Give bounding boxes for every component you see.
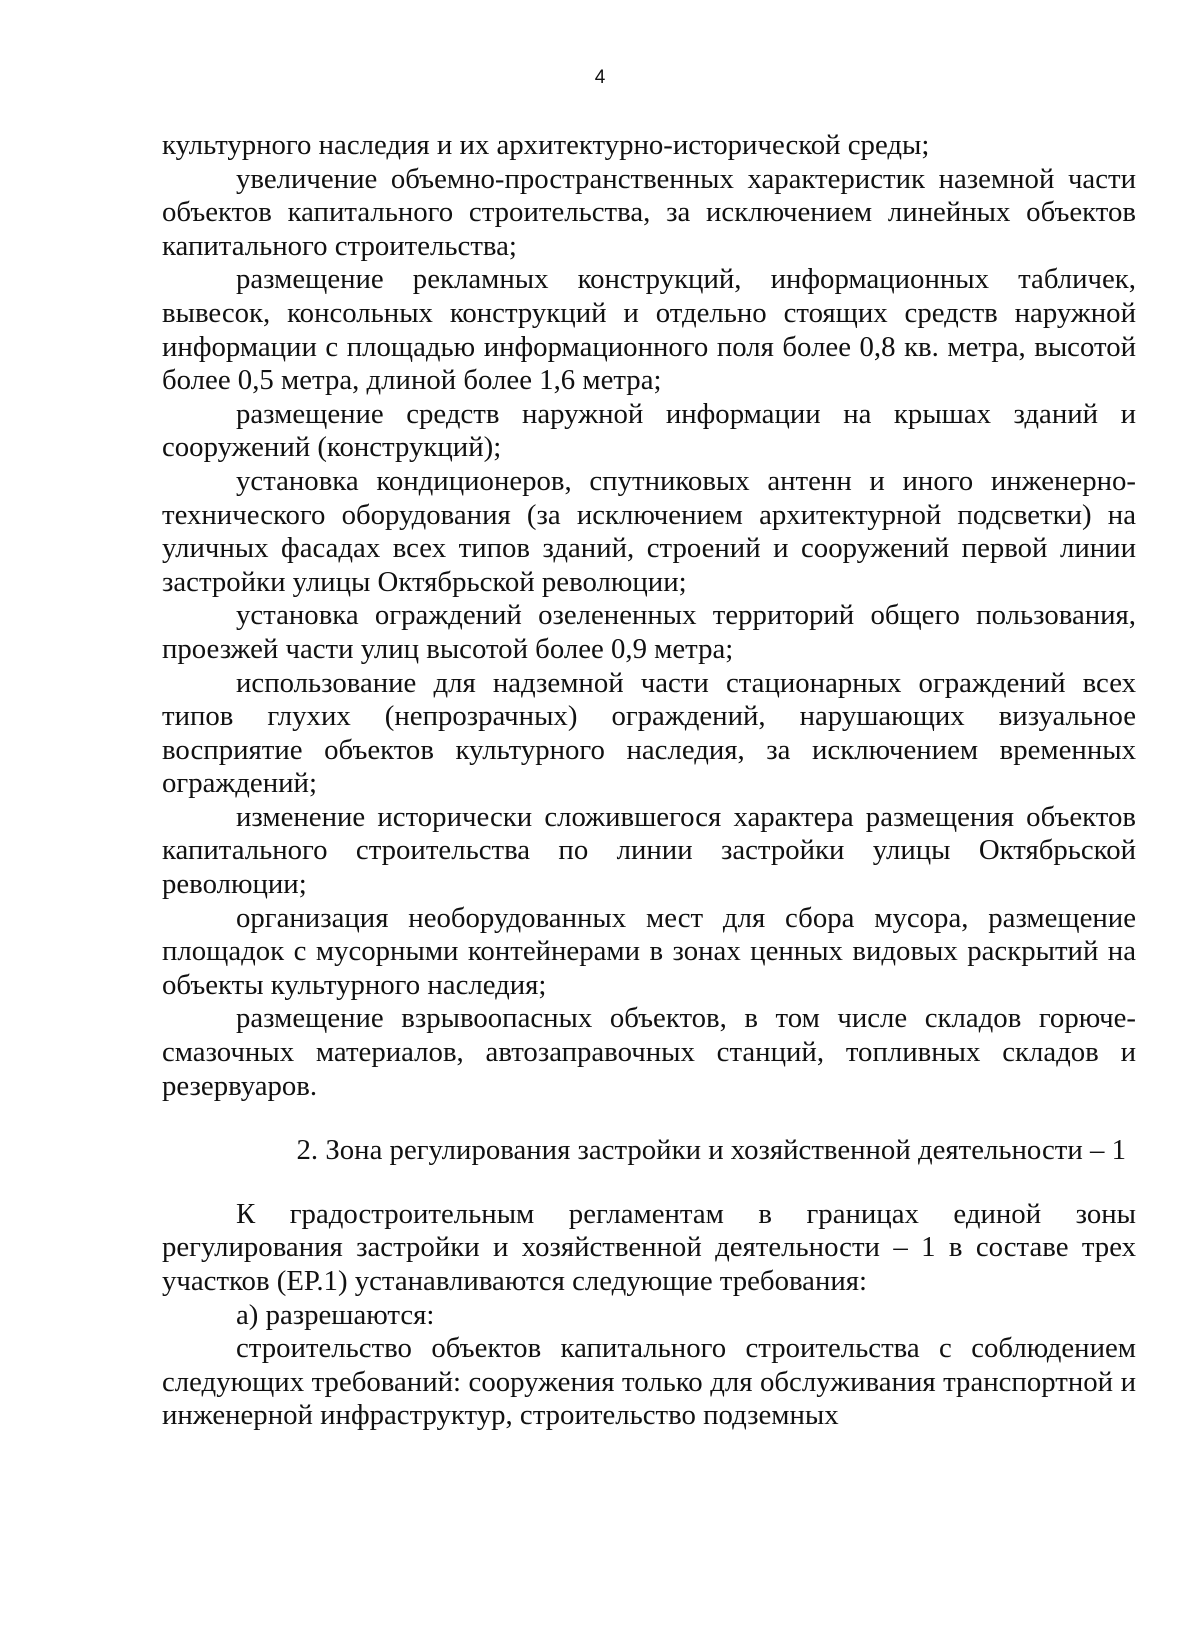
paragraph-volume-increase: увеличение объемно-пространственных характеристик наземной части объектов капитального строительства, за исключением линейных объектов капитального строительства;: [162, 162, 1136, 262]
paragraph-green-area-fences: установка ограждений озелененных территорий общего пользования, проезжей части улиц высотой более 0,9 метра;: [162, 599, 1136, 665]
paragraph-continuation: культурного наследия и их архитектурно-исторической среды;: [162, 129, 930, 161]
page-number: 4: [594, 67, 606, 88]
paragraph-air-conditioners: установка кондиционеров, спутниковых антенн и иного инженерно-технического оборудования (за исключением архитектурной подсветки) на уличных фасадах всех типов зданий, строений и сооружений первой линии застройки улицы Октябрьской революции;: [162, 464, 1136, 598]
section-heading: 2. Зона регулирования застройки и хозяйственной деятельности – 1: [296, 1134, 1126, 1167]
paragraph-roof-information: размещение средств наружной информации на крышах зданий и сооружений (конструкций);: [162, 397, 1136, 464]
paragraph-waste-sites: организация необорудованных мест для сбора мусора, размещение площадок с мусорными контейнерами в зонах ценных видовых раскрытий на объекты культурного наследия;: [162, 901, 1136, 1001]
paragraph-solid-fences: использование для надземной части стационарных ограждений всех типов глухих (непрозрачных) ограждений, нарушающих визуальное восприятие объектов культурного наследия, за исключением временных ограждений;: [162, 666, 1136, 800]
paragraph-allowed-list: а) разрешаются:: [236, 1298, 435, 1331]
paragraph-explosive-objects: размещение взрывоопасных объектов, в том числе складов горюче-смазочных материалов, автозаправочных станций, топливных складов и резервуаров.: [162, 1002, 1136, 1102]
paragraph-historic-building-line: изменение исторически сложившегося характера размещения объектов капитального строительства по линии застройки улицы Октябрьской революции;: [162, 800, 1136, 901]
paragraph-capital-construction: строительство объектов капитального строительства с соблюдением следующих требований: сооружения только для обслуживания транспортной и инженерной инфраструктур, строительство подземных: [162, 1332, 1136, 1432]
paragraph-advertising-structures: размещение рекламных конструкций, информационных табличек, вывесок, консольных конструкций и отдельно стоящих средств наружной информации с площадью информационного поля более 0,8 кв. метра, высотой более 0,5 метра, длиной более 1,6 метра;: [162, 263, 1136, 397]
paragraph-zone-requirements: К градостроительным регламентам в границах единой зоны регулирования застройки и хозяйственной деятельности – 1 в составе трех участков (ЕР.1) устанавливаются следующие требования:: [162, 1197, 1136, 1297]
document-body: [162, 129, 1136, 1433]
